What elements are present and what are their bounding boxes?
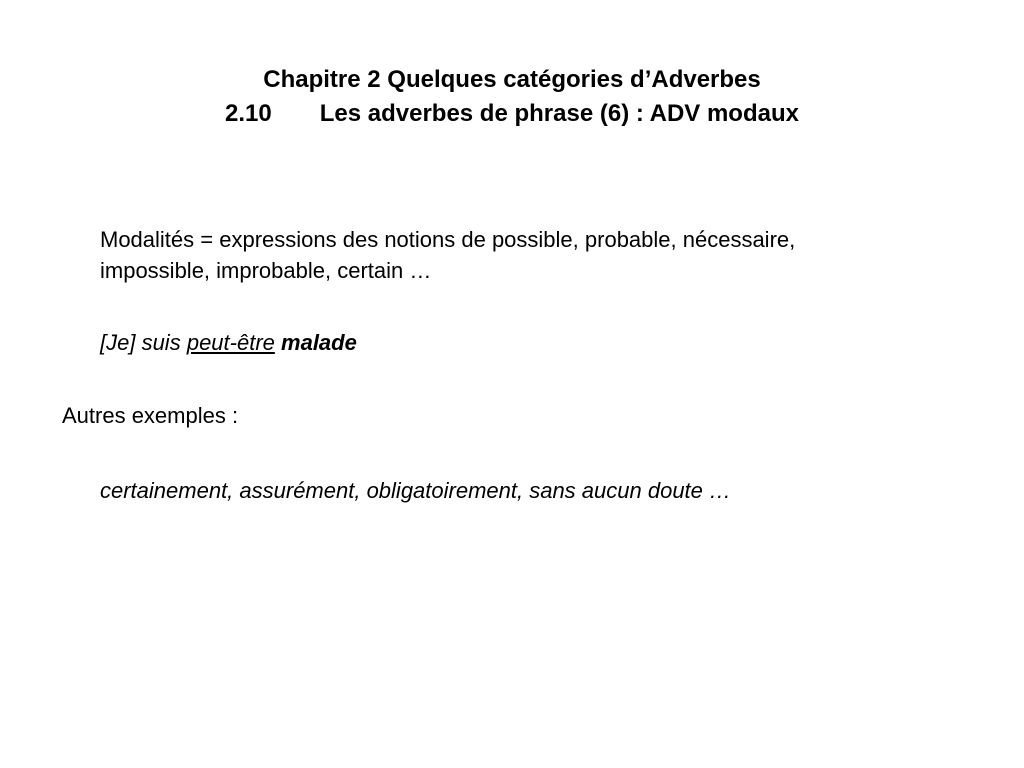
title-line-1: Chapitre 2 Quelques catégories d’Adverbes xyxy=(263,66,761,93)
other-examples-list: certainement, assurément, obligatoirement, sans aucun doute … xyxy=(100,478,732,503)
example-adverb: peut-être xyxy=(186,330,275,355)
definition-line-2: impossible, improbable, certain … xyxy=(100,258,432,283)
example-prefix: [Je] suis xyxy=(100,330,181,355)
section-title: Les adverbes de phrase (6) : ADV modaux xyxy=(319,100,799,127)
example-adjective: malade xyxy=(281,330,357,355)
slide-title xyxy=(0,63,1024,131)
definition-line-1: Modalités = expressions des notions de possible, probable, nécessaire, xyxy=(100,227,796,252)
definition-paragraph xyxy=(100,224,960,286)
other-examples-label: Autres exemples : xyxy=(62,403,239,428)
section-number: 2.10 xyxy=(225,100,272,127)
example-sentence xyxy=(100,327,357,358)
title-line-2 xyxy=(0,97,1024,131)
